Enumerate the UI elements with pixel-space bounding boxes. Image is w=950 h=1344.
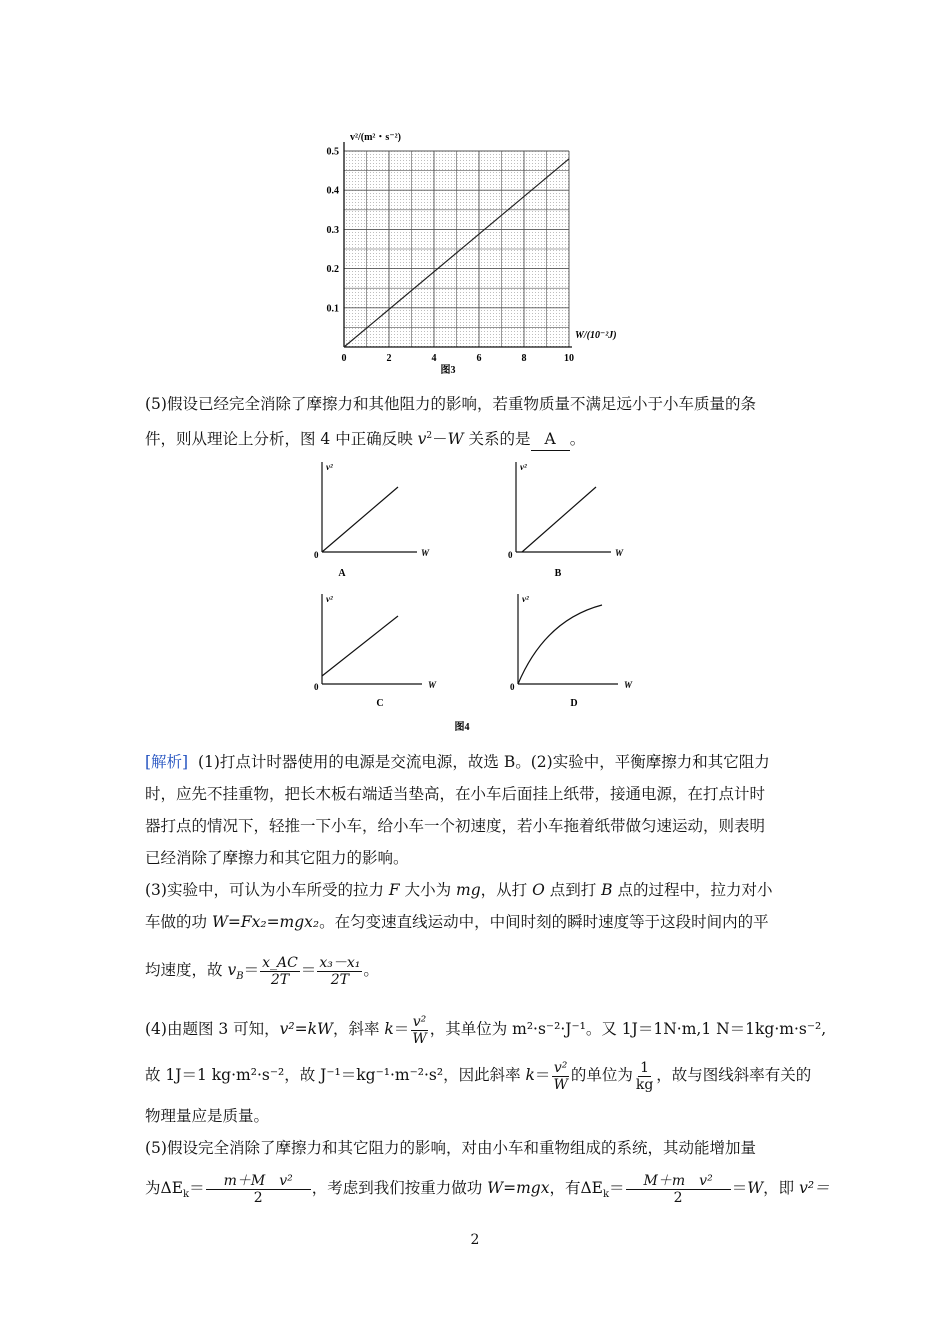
panel-a-y-label: v² bbox=[326, 462, 333, 472]
panel-c-curve bbox=[322, 616, 398, 676]
panel-c bbox=[314, 594, 437, 709]
y-tick-label: 0.2 bbox=[326, 264, 339, 276]
page-number: 2 bbox=[470, 1232, 480, 1248]
panel-c-x-label: W bbox=[428, 680, 437, 690]
panel-b-origin: 0 bbox=[508, 550, 513, 560]
figure-3-graph bbox=[0, 0, 950, 385]
question-5-line-2: 件，则从理论上分析，图 4 中正确反映 $v^2-W$ 关系的是 A 。 bbox=[145, 420, 810, 455]
analysis-part-1-2 bbox=[145, 746, 810, 874]
analysis-line: 时，应先不挂重物，把长木板右端适当垫高，在小车后面挂上纸带，接通电源，在打点计时 bbox=[145, 785, 766, 803]
analysis-line: 车做的功 W=Fx₂=mgx₂。在匀变速直线运动中，中间时刻的瞬时速度等于这段时间内的平 bbox=[145, 913, 769, 931]
panel-c-origin: 0 bbox=[314, 682, 319, 692]
x-axis-label: W/(10⁻²J) bbox=[575, 330, 617, 341]
panel-b-curve bbox=[522, 487, 596, 552]
analysis-line: (5)假设完全消除了摩擦力和其它阻力的影响，对由小车和重物组成的系统，其动能增加量 bbox=[145, 1139, 756, 1157]
analysis-line: [解析] (1)打点计时器使用的电源是交流电源，故选 B。(2)实验中，平衡摩擦力和其它阻力 bbox=[145, 753, 770, 771]
fraction-kinetic-1: $\frac{\text{m＋M v²}}{2}$ bbox=[206, 1173, 311, 1206]
analysis-line: 已经消除了摩擦力和其它阻力的影响。 bbox=[145, 849, 409, 867]
panel-d-origin: 0 bbox=[510, 682, 515, 692]
figure-3-caption: 图3 bbox=[440, 365, 456, 376]
analysis-line: 故 1J＝1 kg·m²·s⁻²，故 J⁻¹＝kg⁻¹·m⁻²·s²，因此斜率 k＝ $\frac{\text{v²}}{W}$ 的单位为 $\frac{1}{kg}$ ，故与图线斜率有关的 bbox=[145, 1059, 812, 1093]
panel-b-x-label: W bbox=[615, 548, 624, 558]
question-5-line-1: (5)假设已经完全消除了摩擦力和其他阻力的影响，若重物质量不满足远小于小车质量的条 bbox=[145, 395, 756, 413]
question-5 bbox=[145, 388, 810, 455]
analysis-part-3-formula bbox=[145, 950, 810, 997]
panel-a-label: A bbox=[338, 568, 346, 579]
analysis-part-4 bbox=[145, 1006, 827, 1098]
analysis-part-5 bbox=[145, 1168, 830, 1215]
analysis-line: 均速度，故 $v_B=$ $\frac{x\_AC}{2T}$ ＝ $\frac{\text{x₃－x₁}}{2T}$ 。 bbox=[145, 954, 379, 988]
x-tick-label: 8 bbox=[521, 353, 527, 364]
analysis-line: 物理量应是质量。 bbox=[145, 1107, 270, 1125]
panel-d-curve bbox=[518, 605, 602, 684]
fraction-unit: $\frac{1}{kg}$ bbox=[635, 1059, 654, 1093]
fraction-kinetic-2: $\frac{\text{M＋m v²}}{2}$ bbox=[626, 1173, 731, 1206]
analysis-line: (3)实验中，可认为小车所受的拉力 F 大小为 mg，从打 O 点到打 B 点的过程中，拉力对小 bbox=[145, 881, 773, 899]
x-tick-label: 6 bbox=[476, 353, 482, 364]
panel-a bbox=[314, 462, 430, 579]
x-tick-label: 4 bbox=[431, 353, 437, 364]
panel-d-y-label: v² bbox=[522, 594, 529, 604]
panel-a-curve bbox=[322, 487, 398, 552]
panel-b-y-label: v² bbox=[520, 462, 527, 472]
y-tick-label: 0.1 bbox=[326, 303, 339, 315]
fraction-vb-1: $\frac{x\_AC}{2T}$ bbox=[262, 954, 298, 988]
x-tick-label: 2 bbox=[386, 353, 392, 364]
answer-blank: A bbox=[531, 428, 570, 451]
panel-d-label: D bbox=[570, 698, 578, 709]
panel-a-x-label: W bbox=[421, 548, 430, 558]
y-axis-label: v²/(m²・s⁻²) bbox=[350, 132, 401, 143]
panel-a-origin: 0 bbox=[314, 550, 319, 560]
panel-d bbox=[510, 594, 633, 709]
panel-d-x-label: W bbox=[624, 680, 633, 690]
panel-c-y-label: v² bbox=[326, 594, 333, 604]
analysis-part-4-end bbox=[145, 1100, 810, 1164]
panel-c-label: C bbox=[376, 698, 384, 709]
panel-b bbox=[508, 462, 624, 579]
panel-b-label: B bbox=[554, 568, 562, 579]
x-tick-label: 0 bbox=[341, 353, 347, 364]
figure-4 bbox=[0, 450, 950, 760]
y-tick-label: 0.4 bbox=[326, 185, 339, 197]
analysis-tag: [解析] bbox=[145, 753, 189, 771]
y-tick-label: 0.3 bbox=[326, 224, 339, 236]
figure-4-caption: 图4 bbox=[454, 722, 470, 733]
fraction-slope-2: $\frac{\text{v²}}{W}$ bbox=[553, 1059, 568, 1093]
analysis-line: 为$\Delta E_k=$ $\frac{\text{m＋M v²}}{2}$ ，考虑到我们按重力做功 W=mgx，有$\Delta E_k=$ $\frac{\text{M＋m v²}}{2}$ ＝W，即 v²＝ bbox=[145, 1172, 830, 1206]
analysis-line: (4)由题图 3 可知，v²=kW，斜率 k＝ $\frac{\text{v²}}{W}$ ，其单位为 m²·s⁻²·J⁻¹。又 1J＝1N·m,1 N＝1kg·m·s⁻², bbox=[145, 1013, 827, 1047]
fraction-slope: $\frac{\text{v²}}{W}$ bbox=[412, 1013, 427, 1047]
fraction-vb-2: $\frac{\text{x₃－x₁}}{2T}$ bbox=[319, 954, 361, 988]
x-tick-label: 10 bbox=[564, 353, 574, 364]
y-tick-label: 0.5 bbox=[326, 146, 339, 158]
analysis-line: 器打点的情况下，轻推一下小车，给小车一个初速度，若小车拖着纸带做匀速运动，则表明 bbox=[145, 817, 766, 835]
analysis-part-3 bbox=[145, 874, 810, 938]
